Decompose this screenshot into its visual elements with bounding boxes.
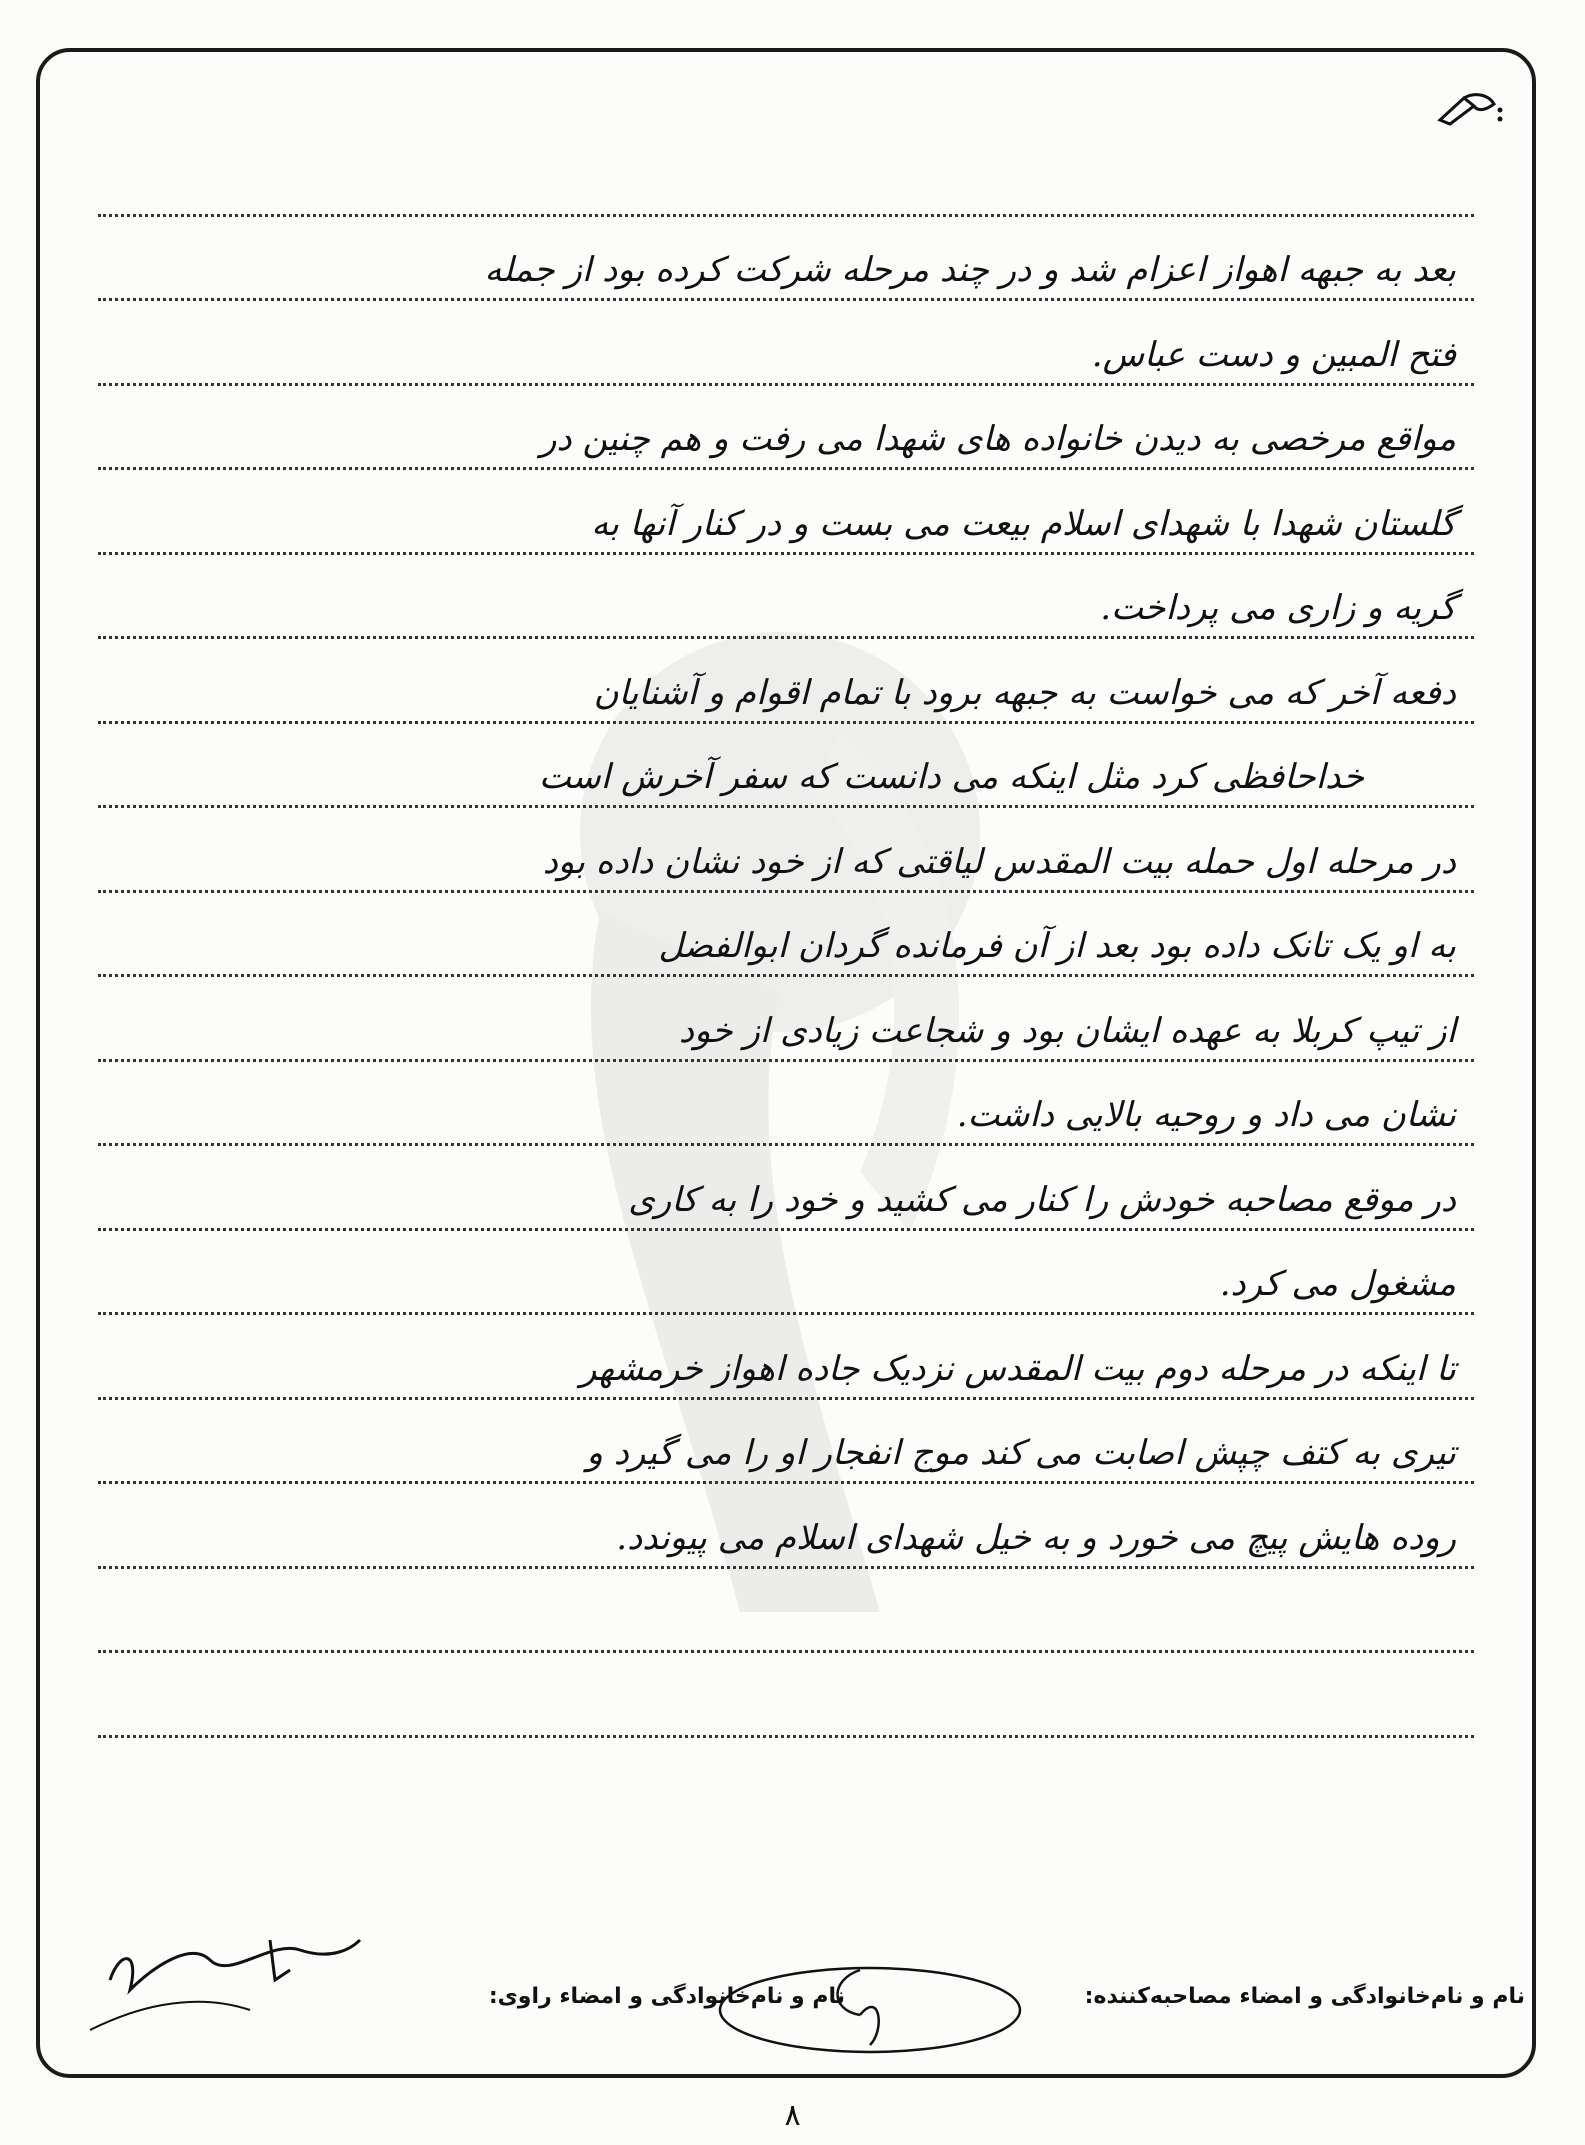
text-line: فتح المبین و دست عباس. <box>98 301 1474 386</box>
narrator-signature <box>70 1920 370 2040</box>
text-line <box>98 1569 1474 1654</box>
text-line: نشان می داد و روحیه بالایی داشت. <box>98 1062 1474 1147</box>
text-line: دفعه آخر که می خواست به جبهه برود با تمام اقوام و آشنایان <box>98 639 1474 724</box>
text-line: تیری به کتف چپش اصابت می کند موج انفجار او را می گیرد و <box>98 1400 1474 1485</box>
text-line: گلستان شهدا با شهدای اسلام بیعت می بست و در کنار آنها به <box>98 470 1474 555</box>
text-line: در موقع مصاحبه خودش را کنار می کشید و خود را به کاری <box>98 1146 1474 1231</box>
text-line: به او یک تانک داده بود بعد از آن فرمانده گردان ابوالفضل <box>98 893 1474 978</box>
signature-footer <box>60 1960 1525 2070</box>
text-line: مشغول می کرد. <box>98 1231 1474 1316</box>
form-frame <box>36 48 1536 2078</box>
text-line <box>98 1653 1474 1738</box>
page-number: ۸ <box>784 2098 801 2133</box>
text-line: گریه و زاری می پرداخت. <box>98 555 1474 640</box>
text-line: مواقع مرخصی به دیدن خانواده های شهدا می رفت و هم چنین در <box>98 386 1474 471</box>
interviewer-signature-label: نام و نام‌خانوادگی و امضاء مصاحبه‌کننده: <box>1084 1984 1525 2009</box>
text-line: خداحافظی کرد مثل اینکه می دانست که سفر آخرش است <box>98 724 1474 809</box>
text-line <box>98 132 1474 217</box>
text-line: از تیپ کربلا به عهده ایشان بود و شجاعت زیادی از خود <box>98 977 1474 1062</box>
text-line: تا اینکه در مرحله دوم بیت المقدس نزدیک جاده اهواز خرمشهر <box>98 1315 1474 1400</box>
interviewer-signature <box>710 1950 1030 2060</box>
text-line: بعد به جبهه اهواز اعزام شد و در چند مرحله شرکت کرده بود از جمله <box>98 217 1474 302</box>
text-line: روده هایش پیچ می خورد و به خیل شهدای اسلام می پیوندد. <box>98 1484 1474 1569</box>
handwritten-lines <box>98 132 1474 1738</box>
narrator-signature-label: نام و نام‌خانوادگی و امضاء راوی: <box>488 1984 845 2009</box>
text-line: در مرحله اول حمله بیت المقدس لیاقتی که از خود نشان داده بود <box>98 808 1474 893</box>
pen-icon <box>1434 90 1504 126</box>
